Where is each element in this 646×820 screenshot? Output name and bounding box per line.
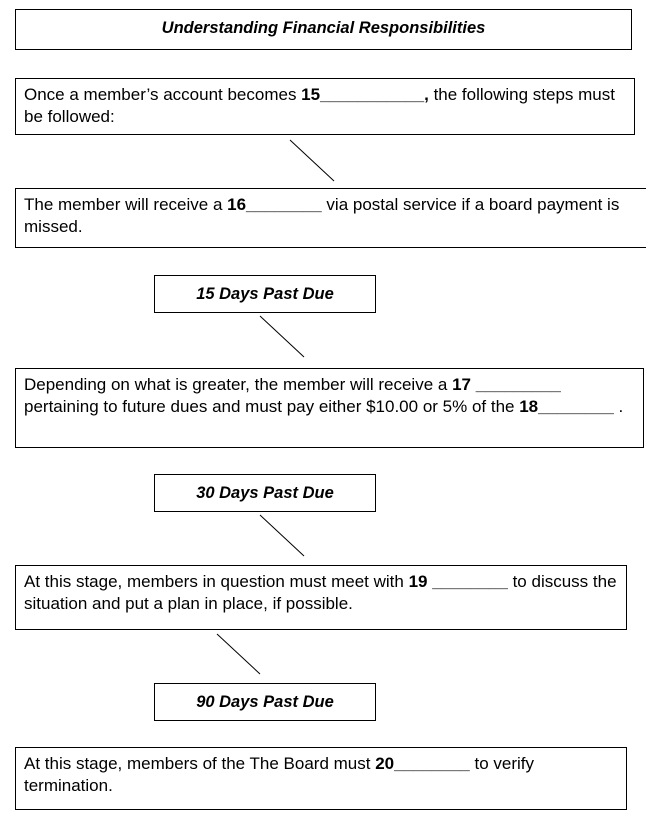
- answer-blank-19: ________: [427, 572, 508, 591]
- step-20-text-start: At this stage, members of the The Board must: [24, 754, 376, 773]
- stage-label-90-days: 90 Days Past Due: [154, 683, 376, 721]
- blank-number-15: 15: [301, 85, 321, 104]
- answer-blank-16: ________: [246, 195, 322, 214]
- answer-blank-17: _________: [470, 375, 561, 394]
- blank-number-17: 17: [452, 375, 471, 394]
- answer-blank-18: ________: [538, 397, 614, 416]
- blank-number-20: 20: [375, 754, 395, 773]
- connector-line-2: [260, 316, 304, 357]
- connector-line-3: [260, 515, 304, 556]
- step-18-text-end: .: [613, 397, 624, 416]
- stage-label-30-days: 30 Days Past Due: [154, 474, 376, 512]
- step-20-text-end: to verify termination.: [24, 754, 534, 795]
- answer-blank-15: ___________: [320, 85, 425, 104]
- step-19-text-start: At this stage, members in question must meet with: [24, 572, 409, 591]
- step-15-text-end: the following steps must be followed:: [24, 85, 615, 126]
- step-17-text-mid: pertaining to future dues and must pay either $10.00 or 5% of the: [24, 397, 520, 416]
- step-16-text-start: The member will receive a: [24, 195, 228, 214]
- answer-blank-20: ________: [394, 754, 470, 773]
- step-17-text-start: Depending on what is greater, the member will receive a: [24, 375, 453, 394]
- blank-number-18: 18: [519, 397, 539, 416]
- blank-number-19: 19: [408, 572, 428, 591]
- step-15-comma: ,: [424, 85, 429, 104]
- page-title: Understanding Financial Responsibilities: [15, 9, 632, 50]
- blank-number-16: 16: [227, 195, 247, 214]
- stage-label-15-days: 15 Days Past Due: [154, 275, 376, 313]
- step-15-text-start: Once a member’s account becomes: [24, 85, 302, 104]
- step-16-text-end: via postal service if a board payment is missed.: [24, 195, 620, 236]
- step-19-text-end: to discuss the situation and put a plan in place, if possible.: [24, 572, 617, 613]
- connector-line-1: [290, 140, 334, 181]
- connector-line-4: [217, 634, 260, 674]
